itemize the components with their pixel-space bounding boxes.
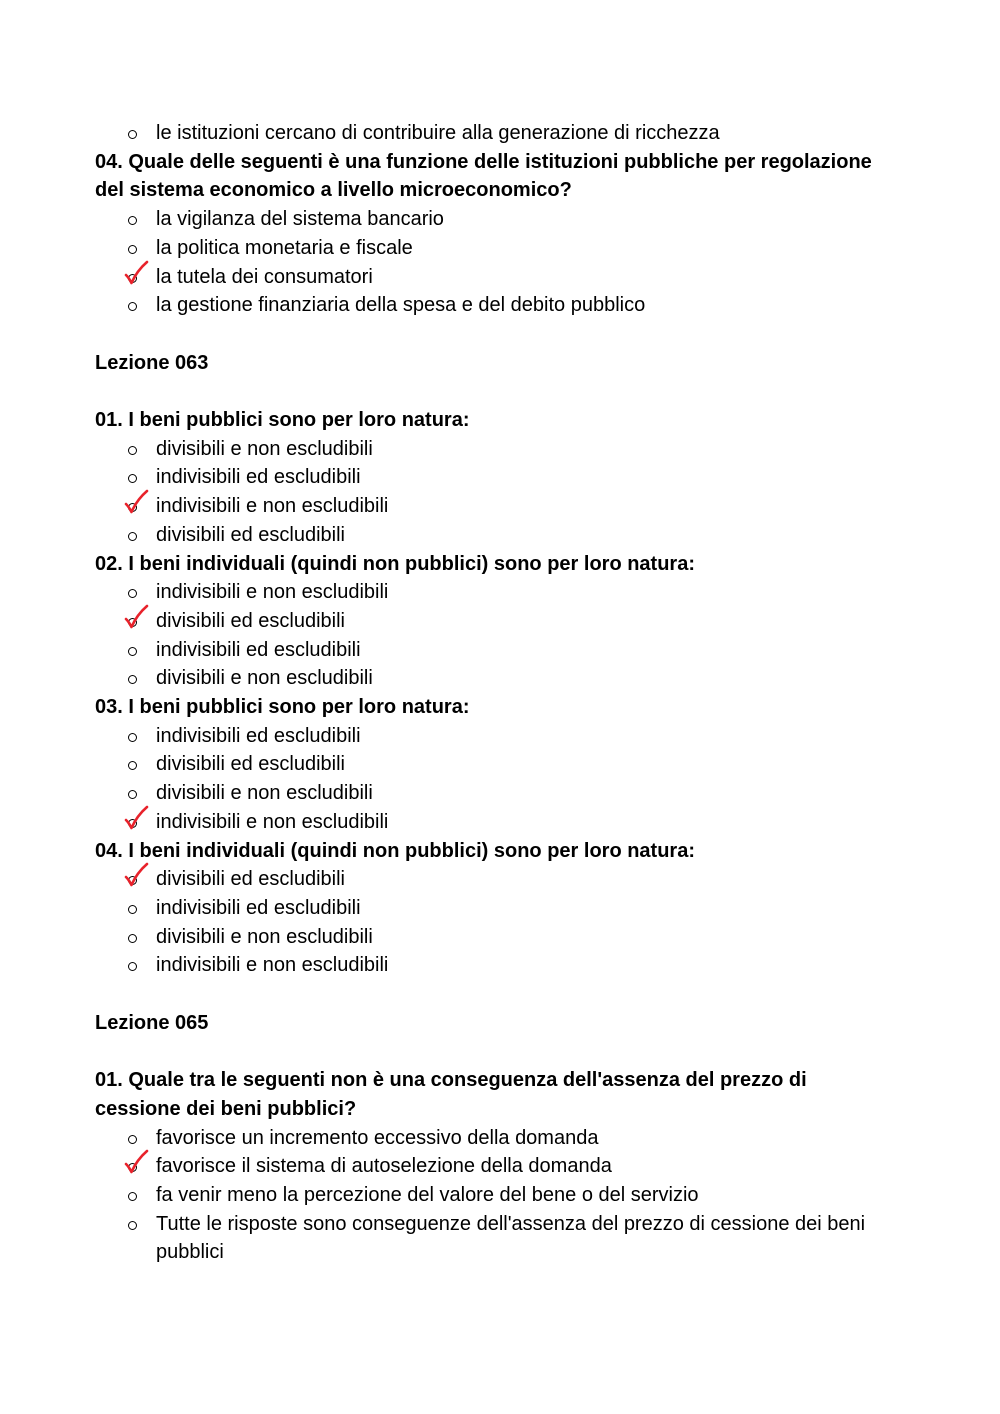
answer-option-selected xyxy=(95,607,895,636)
red-checkmark-icon xyxy=(123,861,149,889)
answer-option xyxy=(95,578,895,607)
answer-option xyxy=(95,463,895,492)
answer-option xyxy=(95,1124,895,1153)
answer-option xyxy=(95,205,895,234)
question-text: 04. Quale delle seguenti è una funzione delle istituzioni pubbliche per regolazione del sistema economico a livello microeconomico? xyxy=(95,150,872,202)
answer-option-text: divisibili ed escludibili xyxy=(156,609,345,632)
answer-option-text: favorisce un incremento eccessivo della domanda xyxy=(156,1126,599,1149)
bullet-circle-icon xyxy=(127,750,143,779)
red-checkmark-icon xyxy=(123,259,149,287)
bullet-circle-icon xyxy=(127,492,143,521)
bullet-circle-icon xyxy=(127,865,143,894)
answer-option-text: indivisibili e non escludibili xyxy=(156,495,389,518)
answer-option-text: favorisce il sistema di autoselezione della domanda xyxy=(156,1155,612,1178)
answer-option-text: indivisibili ed escludibili xyxy=(156,466,361,489)
answer-option-text: indivisibili e non escludibili xyxy=(156,810,389,833)
answer-option-selected xyxy=(95,492,895,521)
answer-option-selected xyxy=(95,808,895,837)
answer-option-text: Tutte le risposte sono conseguenze dell'assenza del prezzo di cessione dei beni pubblici xyxy=(156,1212,866,1264)
question-text: 03. I beni pubblici sono per loro natura: xyxy=(95,696,470,719)
bullet-circle-icon xyxy=(127,894,143,923)
red-checkmark-icon xyxy=(123,804,149,832)
bullet-circle-icon xyxy=(127,923,143,952)
bullet-circle-icon xyxy=(127,636,143,665)
answer-option-text: indivisibili e non escludibili xyxy=(156,954,389,977)
lesson-heading: Lezione 065 xyxy=(95,1011,209,1034)
bullet-circle-icon xyxy=(127,435,143,464)
answer-option xyxy=(95,435,895,464)
bullet-circle-icon xyxy=(127,1210,143,1239)
answer-option xyxy=(95,119,895,148)
lesson-heading: Lezione 063 xyxy=(95,351,209,374)
bullet-circle-icon xyxy=(127,664,143,693)
answer-option-text: la vigilanza del sistema bancario xyxy=(156,208,444,231)
answer-option-text: divisibili ed escludibili xyxy=(156,868,345,891)
answer-option xyxy=(95,521,895,550)
answer-option-text: indivisibili e non escludibili xyxy=(156,581,389,604)
red-checkmark-icon xyxy=(123,603,149,631)
answer-option xyxy=(95,923,895,952)
answer-option xyxy=(95,664,895,693)
answer-option-text: divisibili e non escludibili xyxy=(156,437,373,460)
answer-option-text: indivisibili ed escludibili xyxy=(156,896,361,919)
answer-option-text: divisibili e non escludibili xyxy=(156,782,373,805)
bullet-circle-icon xyxy=(127,607,143,636)
answer-option-text: le istituzioni cercano di contribuire alla generazione di ricchezza xyxy=(156,122,720,144)
answer-option-text: la gestione finanziaria della spesa e del debito pubblico xyxy=(156,294,646,317)
answer-option-text: la tutela dei consumatori xyxy=(156,265,373,288)
answer-option xyxy=(95,779,895,808)
question-text: 01. I beni pubblici sono per loro natura: xyxy=(95,409,470,431)
question-text: 04. I beni individuali (quindi non pubblici) sono per loro natura: xyxy=(95,839,695,862)
answer-option-text: indivisibili ed escludibili xyxy=(156,724,361,747)
answer-option-selected xyxy=(95,263,895,292)
answer-option xyxy=(95,722,895,751)
red-checkmark-icon xyxy=(123,1148,149,1176)
bullet-circle-icon xyxy=(127,722,143,751)
answer-option xyxy=(95,1210,895,1267)
answer-option-text: divisibili ed escludibili xyxy=(156,523,345,546)
answer-option xyxy=(95,894,895,923)
answer-option-text: la politica monetaria e fiscale xyxy=(156,236,413,259)
bullet-circle-icon xyxy=(127,291,143,320)
answer-option-text: fa venir meno la percezione del valore del bene o del servizio xyxy=(156,1183,699,1206)
bullet-circle-icon xyxy=(127,521,143,550)
answer-option-text: indivisibili ed escludibili xyxy=(156,638,361,661)
answer-option-text: divisibili e non escludibili xyxy=(156,925,373,948)
bullet-circle-icon xyxy=(127,951,143,980)
answer-option xyxy=(95,750,895,779)
red-checkmark-icon xyxy=(123,488,149,516)
bullet-circle-icon xyxy=(127,263,143,292)
answer-option xyxy=(95,234,895,263)
answer-option xyxy=(95,1181,895,1210)
answer-option-text: divisibili e non escludibili xyxy=(156,667,373,690)
question-text: 02. I beni individuali (quindi non pubblici) sono per loro natura: xyxy=(95,552,695,575)
bullet-circle-icon xyxy=(127,1152,143,1181)
bullet-circle-icon xyxy=(127,205,143,234)
question-text: 01. Quale tra le seguenti non è una conseguenza dell'assenza del prezzo di cessione dei beni pubblici? xyxy=(95,1069,807,1120)
document-page xyxy=(95,119,895,1267)
answer-option xyxy=(95,951,895,980)
answer-option xyxy=(95,291,895,320)
bullet-circle-icon xyxy=(127,1181,143,1210)
answer-option-selected xyxy=(95,865,895,894)
bullet-circle-icon xyxy=(127,808,143,837)
bullet-circle-icon xyxy=(127,119,143,148)
answer-option-selected xyxy=(95,1152,895,1181)
answer-option xyxy=(95,636,895,665)
answer-option-text: divisibili ed escludibili xyxy=(156,753,345,776)
